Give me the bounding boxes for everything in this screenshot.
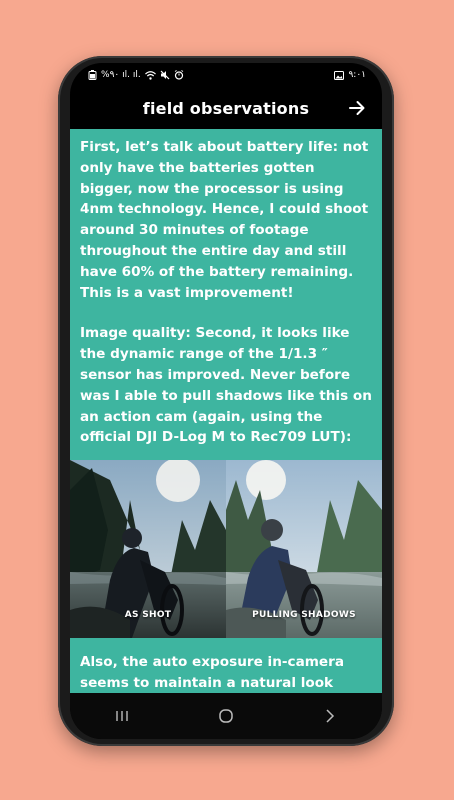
status-icons-text: %٩٠ ıl. ıl. bbox=[101, 70, 141, 80]
screen bbox=[70, 63, 382, 739]
label-as-shot: AS SHOT bbox=[124, 610, 172, 621]
battery-icon bbox=[88, 70, 97, 80]
navigation-bar bbox=[70, 693, 382, 739]
status-bar bbox=[70, 63, 382, 87]
gallery-icon bbox=[334, 71, 344, 80]
recent-apps-button[interactable] bbox=[102, 701, 142, 731]
paragraph-auto-exposure: Also, the auto exposure in-camera seems to maintain a natural look bbox=[80, 654, 345, 691]
photo-pulling-shadows bbox=[226, 460, 382, 638]
home-button[interactable] bbox=[206, 701, 246, 731]
home-icon bbox=[218, 708, 234, 724]
article-content[interactable] bbox=[70, 129, 382, 693]
label-pulling-shadows: PULLING SHADOWS bbox=[252, 610, 356, 621]
page-title: field observations bbox=[142, 98, 310, 118]
wifi-icon bbox=[145, 71, 156, 80]
recent-apps-icon bbox=[115, 710, 129, 722]
app-bar bbox=[70, 87, 382, 129]
paragraph-image-quality: Image quality: Second, it looks like the dynamic range of the 1/1.3 ″ sensor has improved. Never before was I able to pull shadows like this on an action cam (again, using the official DJI D-Log M to Rec709 LUT): bbox=[80, 325, 372, 446]
chevron-right-icon bbox=[325, 709, 335, 723]
mute-icon bbox=[160, 70, 170, 80]
back-button[interactable] bbox=[310, 701, 350, 731]
photo-as-shot bbox=[70, 460, 226, 638]
status-clock: ٩:٠١ bbox=[348, 70, 366, 80]
paragraph-battery: First, let’s talk about battery life: not only have the batteries gotten bigger, now the processor is using 4nm technology. Hence, I could shoot around 30 minutes of footage throughout the entire day and still have 60% of the battery remaining. This is a vast improvement! bbox=[80, 139, 369, 301]
comparison-photo bbox=[70, 460, 382, 638]
arrow-right-icon[interactable] bbox=[346, 97, 368, 119]
alarm-icon bbox=[174, 70, 184, 80]
